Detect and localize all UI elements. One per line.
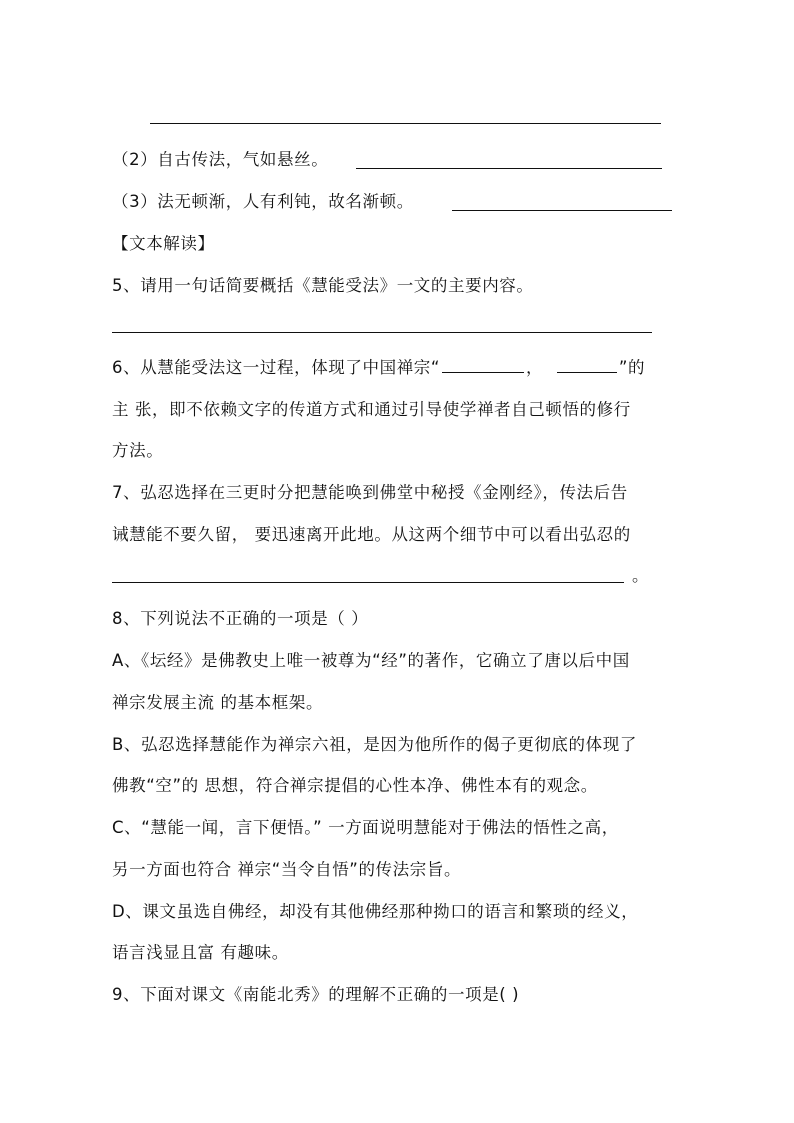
fill-blank	[442, 358, 524, 373]
question-6-line-3: 方法。	[112, 441, 164, 460]
fill-blank	[557, 358, 617, 373]
question-6-line-1: 6、从慧能受法这一过程，体现了中国禅宗“ ， ”的	[112, 358, 646, 377]
option-a-line-2: 禅宗发展主流 的基本框架。	[112, 693, 324, 712]
section-title: 【文本解读】	[112, 234, 215, 253]
option-c-line-1: C、“慧能一闻，言下便悟。” 一方面说明慧能对于佛法的悟性之高，	[112, 818, 619, 837]
question-9-stem: 9、下面对课文《南能北秀》的理解不正确的一项是( )	[112, 985, 520, 1004]
question-7-line-1: 7、弘忍选择在三更时分把慧能唤到佛堂中秘授《金刚经》，传法后告	[112, 483, 628, 502]
answer-blank-line	[150, 123, 661, 124]
option-d-line-1: D、课文虽选自佛经，却没有其他佛经那种拗口的语言和繁琐的经义，	[112, 902, 639, 921]
option-d-line-2: 语言浅显且富 有趣味。	[112, 943, 289, 962]
option-b-line-1: B、弘忍选择慧能作为禅宗六祖，是因为他所作的偈子更彻底的体现了	[112, 735, 637, 754]
question-7-end: 。	[632, 566, 650, 585]
question-5: 5、请用一句话简要概括《慧能受法》一文的主要内容。	[112, 276, 534, 295]
option-b-line-2: 佛教“空”的 思想，符合禅宗提倡的心性本净、佛性本有的观念。	[112, 776, 598, 795]
answer-blank-line	[452, 210, 672, 211]
option-c-line-2: 另一方面也符合 禅宗“当令自悟”的传法宗旨。	[112, 860, 462, 879]
question-4-item-3: （3）法无顿渐，人有利钝，故名渐顿。	[112, 192, 414, 211]
answer-blank-line	[112, 582, 624, 583]
question-8-stem: 8、下列说法不正确的一项是（ ）	[112, 609, 369, 628]
option-a-line-1: A、《坛经》是佛教史上唯一被尊为“经”的著作，它确立了唐以后中国	[112, 651, 630, 670]
answer-blank-line	[356, 168, 662, 169]
question-6-line-2: 主 张，即不依赖文字的传道方式和通过引导使学禅者自己顿悟的修行	[112, 400, 631, 419]
answer-blank-line	[112, 332, 652, 333]
question-7-line-2: 诫慧能不要久留， 要迅速离开此地。从这两个细节中可以看出弘忍的	[112, 525, 631, 544]
question-4-item-2: （2）自古传法，气如悬丝。	[112, 150, 329, 169]
